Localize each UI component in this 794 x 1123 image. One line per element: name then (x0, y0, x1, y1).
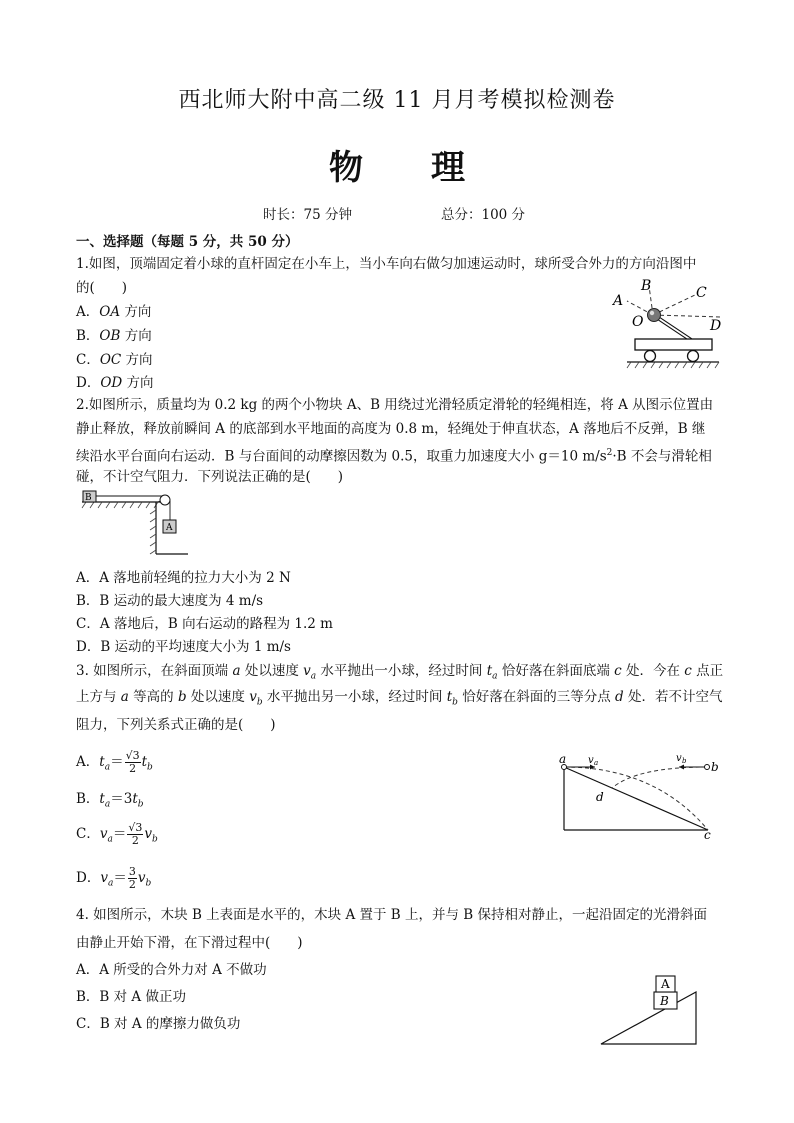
q1-ball-highlight (650, 311, 654, 315)
q3-option-b: B．$t_a=3t_b$ (76, 791, 144, 810)
q2-option-a: A．A 落地前轻绳的拉力大小为 2 N (76, 570, 291, 586)
q3-option-a: A．$t_a=$ $\frac{√3}{2}$ $t_b$ (76, 749, 153, 775)
q3-stem-line2: 上方与 a 等高的 b 处以速度 $v_b$ 水平抛出另一小球，经过时间 $t_b$ 恰好落在斜面的三等分点 d 处．若不计空气 (76, 689, 723, 708)
q3-incline-slope (564, 767, 708, 830)
subject-heading (0, 140, 794, 189)
q1-label-b: B (641, 278, 652, 294)
q3-label-d: d (596, 790, 604, 804)
q4-label-a: A (661, 977, 670, 991)
q2-option-d: D．B 运动的平均速度大小为 1 m/s (76, 639, 291, 655)
q1-option-b: B．OB 方向 (76, 328, 152, 344)
q4-option-b: B．B 对 A 做正功 (76, 989, 186, 1005)
q1-label-o: O (632, 314, 644, 330)
exam-duration: 时长：75 分钟 (263, 207, 352, 223)
q2-stem-line4: 碰，不计空气阻力．下列说法正确的是( ) (76, 469, 344, 485)
q3-label-vb: v (676, 753, 682, 764)
exam-total-score: 总分：100 分 (441, 207, 526, 223)
q4-option-c: C．B 对 A 的摩擦力做负功 (76, 1016, 241, 1032)
q4-option-a: A．A 所受的合外力对 A 不做功 (76, 962, 267, 978)
subject-char-2: 理 (431, 148, 465, 188)
q3-stem-line1: 3. 如图所示，在斜面顶端 a 处以速度 $v_a$ 水平抛出一小球，经过时间 $t_a$ 恰好落在斜面底端 c 处．今在 c 点正 (76, 663, 724, 682)
q1-cart-body (635, 339, 712, 350)
q1-option-a: A．OA 方向 (76, 304, 152, 320)
q3-point-b (705, 765, 710, 770)
q4-figure-blocks-incline (598, 972, 700, 1048)
q4-incline (601, 992, 696, 1044)
q3-label-va: v (588, 755, 594, 766)
q3-stem-line3: 阻力，下列关系式正确的是( ) (76, 717, 276, 733)
q3-label-vb-sub: b (682, 757, 687, 765)
exam-title: 西北师大附中高二级 11 月月考模拟检测卷 (178, 88, 616, 113)
q2-label-b: B (85, 493, 92, 503)
q3-label-b: b (711, 760, 719, 774)
q1-option-d: D．OD 方向 (76, 375, 154, 391)
q3-arrowhead-vb (679, 765, 684, 770)
q2-pulley (160, 495, 170, 505)
q1-ball (648, 309, 661, 322)
q1-line-od (653, 315, 722, 317)
q2-option-b: B．B 运动的最大速度为 4 m/s (76, 593, 264, 609)
q3-figure-incline (555, 750, 725, 840)
section-heading: 一、选择题（每题 5 分，共 50 分） (76, 234, 299, 250)
q3-label-c: c (704, 828, 711, 840)
q1-rod-inner (655, 316, 691, 340)
q2-label-a: A (166, 523, 173, 533)
q1-label-d: D (710, 318, 722, 334)
subject-char-1: 物 (329, 148, 363, 188)
q1-stem-line1: 1.如图，顶端固定着小球的直杆固定在小车上，当小车向右做匀加速运动时，球所受合外力的方向沿图中 (76, 256, 697, 272)
q2-side-hatch (150, 510, 156, 554)
q3-label-a: a (559, 752, 567, 766)
q1-wheel-left (645, 351, 656, 362)
q2-stem-line2: 静止释放，释放前瞬间 A 的底部到水平地面的高度为 0.8 m，轻绳处于伸直状态，A 落地后不反弹，B 继 (76, 421, 706, 437)
q4-label-b: B (660, 994, 669, 1008)
q2-stem-line3: 续沿水平台面向右运动．B 与台面间的动摩擦因数为 0.5，取重力加速度大小 g＝10 $m/s^2\cdot B$ 不会与滑轮相 (76, 448, 712, 465)
q1-label-a: A (613, 293, 624, 309)
q3-label-va-sub: a (594, 759, 599, 767)
q1-wheel-right (688, 351, 699, 362)
q4-stem-line1: 4. 如图所示，木块 B 上表面是水平的，木块 A 置于 B 上，并与 B 保持相对静止，一起沿固定的光滑斜面 (76, 907, 708, 923)
q2-figure-pulley (76, 488, 190, 560)
q2-option-c: C．A 落地后，B 向右运动的路程为 1.2 m (76, 616, 333, 632)
q4-stem-line2: 由静止开始下滑，在下滑过程中( ) (76, 935, 303, 951)
q3-path-b (612, 767, 707, 788)
q1-option-c: C．OC 方向 (76, 352, 153, 368)
q1-ground-hatch (627, 362, 719, 368)
q1-stem-line2: 的( ) (76, 280, 128, 296)
q3-option-c: C．$v_a=$ $\frac{√3}{2}$ $v_b$ (76, 821, 158, 847)
q2-table-hatch (82, 502, 158, 508)
q1-figure-cart-rod (605, 278, 730, 370)
q2-stem-line1: 2.如图所示，质量均为 0.2 kg 的两个小物块 A、B 用绕过光滑轻质定滑轮的轻绳相连，将 A 从图示位置由 (76, 397, 714, 413)
q3-option-d: D．$v_a=$ $\frac{3}{2}$ $v_b$ (76, 865, 152, 891)
q1-label-c: C (696, 285, 707, 301)
